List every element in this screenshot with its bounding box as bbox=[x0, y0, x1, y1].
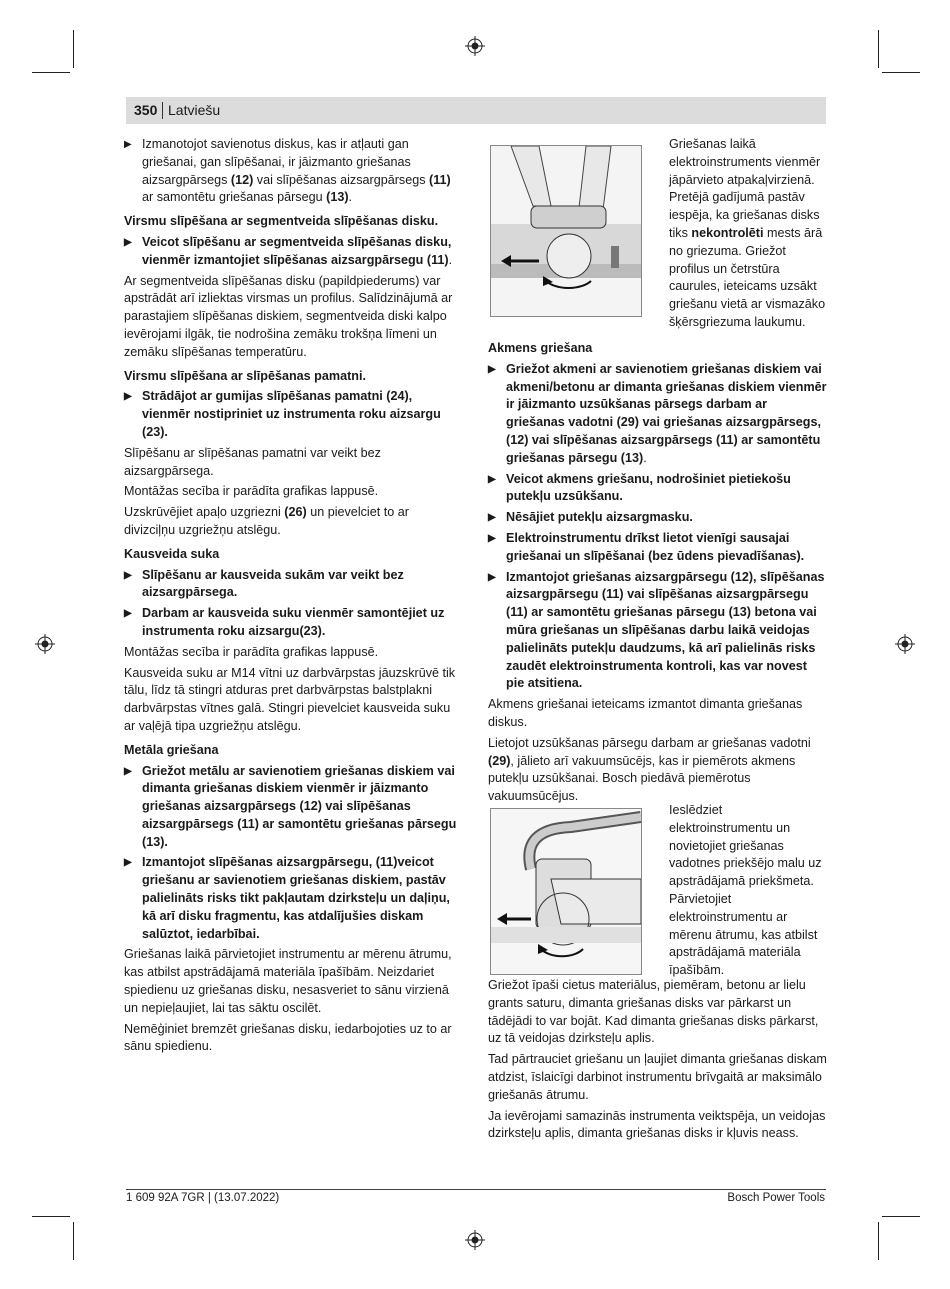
bullet-text: Izmantojot slīpēšanas aizsargpārsegu, (11)veicot griešanu ar savienotiem griešanas diskiem, pastāv palielināts risks tikt pakļautam dzirksteļu un daļiņu, kā arī disku fragmentu, kas atdalījušies diskam salūztot, iedarbībai. bbox=[142, 855, 450, 941]
bullet-item bbox=[488, 569, 828, 694]
bullet-text: Veicot akmens griešanu, nodrošiniet pietiekošu putekļu uzsūkšanu. bbox=[506, 471, 791, 504]
bullet-item bbox=[488, 530, 828, 566]
bullet-item bbox=[124, 763, 462, 852]
crop-mark bbox=[878, 30, 879, 68]
bullet-text: Veicot slīpēšanu ar segmentveida slīpēšanas disku, vienmēr izmantojiet slīpēšanas aizsargpārsegu (11). bbox=[142, 234, 453, 267]
paragraph: Montāžas secība ir parādīta grafikas lappusē. bbox=[124, 484, 379, 499]
paragraph: Lietojot uzsūkšanas pārsegu darbam ar griešanas vadotni (29), jālieto arī vakuumsūcējs, kas ir piemērots akmens putekļu uzsūkšanai. Bosch piedāvā piemērotus vakuumsūcējus. bbox=[488, 735, 811, 804]
registration-mark-icon bbox=[35, 634, 55, 654]
paragraph: Akmens griešanai ieteicams izmantot dimanta griešanas diskus. bbox=[488, 697, 803, 729]
registration-mark-icon bbox=[465, 36, 485, 56]
bullet-text: Izmanotojot savienotus diskus, kas ir atļauti gan griešanai, gan slīpēšanai, ir jāizmanto griešanas aizsargpārsegs (12) vai slīpēšanas aizsargpārsegs (11) ar samontētu griešanas pārsegu (13). bbox=[142, 137, 451, 205]
bullet-arrow-icon: ▶ bbox=[124, 391, 132, 403]
section-heading: Virsmu slīpēšana ar slīpēšanas pamatni. bbox=[124, 368, 366, 383]
paragraph: Slīpēšanu ar slīpēšanas pamatni var veikt bez aizsargpārsega. bbox=[124, 445, 381, 478]
crop-mark bbox=[882, 1216, 920, 1217]
figure-guide-sled-cutting bbox=[490, 808, 642, 975]
section-heading: Metāla griešana bbox=[124, 742, 219, 757]
bullet-arrow-icon: ▶ bbox=[124, 765, 132, 777]
bullet-item bbox=[124, 234, 462, 270]
paragraph: Griežot īpaši cietus materiālus, piemēram, betonu ar lielu grants saturu, dimanta griešanas disks var pārkarst un tādējādi to var bojāt. Kad dimanta griešanas disks pārkarst, uz tā veidojas dzirksteļu aplis. bbox=[488, 978, 819, 1046]
bullet-text: Elektroinstrumentu drīkst lietot vienīgi sausajai griešanai un slīpēšanai (bez ūdens pievadīšanas). bbox=[506, 530, 805, 563]
bullet-item bbox=[488, 509, 828, 527]
bullet-text: Griežot akmeni ar savienotiem griešanas diskiem vai akmeni/betonu ar dimanta griešanas diskiem vienmēr ir jāizmanto uzsūkšanas pārsegs darbam ar griešanas vadotni (29) vai griešanas aizsargpārsegs, (12) vai slīpēšanas aizsargpārsegs (11) ar samontētu griešanas pārsegu (13). bbox=[506, 361, 827, 465]
figure-cutting-direction bbox=[490, 145, 642, 317]
bullet-arrow-icon: ▶ bbox=[488, 363, 496, 375]
crop-mark bbox=[73, 1222, 74, 1260]
header-divider bbox=[162, 102, 163, 119]
paragraph: Griešanas laikā pārvietojiet instrumentu ar mērenu ātrumu, kas atbilst apstrādājamā materiāla īpašībām. Neizdariet spiedienu uz griešanas disku, nesasveriet to sānu virzienā un nepieļaujiet, lai tas sāktu oscilēt. bbox=[124, 947, 452, 1015]
bullet-text: Darbam ar kausveida suku vienmēr samontējiet uz instrumenta roku aizsargu(23). bbox=[142, 606, 445, 638]
right-column-continued bbox=[488, 977, 828, 1146]
bullet-arrow-icon: ▶ bbox=[488, 473, 496, 485]
bullet-item bbox=[124, 854, 462, 943]
paragraph: Tad pārtrauciet griešanu un ļaujiet dimanta griešanas diskam atdzist, īslaicīgi darbinot instrumentu brīvgaitā ar maksimālo griešanās ātrumu. bbox=[488, 1052, 827, 1102]
crop-mark bbox=[882, 72, 920, 73]
paragraph: Ja ievērojami samazinās instrumenta veiktspēja, un veidojas dzirksteļu aplis, dimanta griešanas disks ir kļuvis neass. bbox=[488, 1108, 826, 1141]
page-number: 350 bbox=[134, 102, 158, 118]
bullet-item bbox=[488, 361, 828, 468]
paragraph: Nemēģiniet bremzēt griešanas disku, iedarbojoties uz to ar sānu spiedienu. bbox=[124, 1021, 452, 1054]
paragraph: Griešanas laikā elektroinstruments vienmēr jāpārvieto atpakaļvirzienā. Pretējā gadījumā pastāv iespēja, ka griešanas disks tiks nekontrolēti mests ārā no griezuma. Griežot profilus un četrstūra caurules, ieteicams uzsākt griešanu vietā ar vismazāko šķērsgriezuma laukumu. bbox=[669, 137, 826, 329]
paragraph: Ar segmentveida slīpēšanas disku (papildpiederums) var apstrādāt arī izliektas virsmas un profilus. Salīdzinājumā ar parastajiem slīpēšanas diskiem, segmentveida diski kalpo ievērojami ilgāk, tie nodrošina zemāku trokšņa līmeni un zemāku slīpēšanas temperatūru. bbox=[124, 273, 453, 359]
bullet-item bbox=[124, 388, 462, 441]
crop-mark bbox=[32, 1216, 70, 1217]
footer-brand: Bosch Power Tools bbox=[727, 1192, 825, 1204]
bullet-arrow-icon: ▶ bbox=[488, 512, 496, 524]
bullet-text: Slīpēšanu ar kausveida sukām var veikt bez aizsargpārsega. bbox=[142, 567, 404, 600]
bullet-text: Nēsājiet putekļu aizsargmasku. bbox=[506, 510, 693, 525]
section-heading: Kausveida suka bbox=[124, 546, 220, 561]
paragraph: Kausveida suku ar M14 vītni uz darbvārpstas jāuzskrūvē tik tālu, līdz tā stingri atduras pret darbvārpstas balstplakni darbvārpstas vītnes galā. Stingri pievelciet kausveida suku ar vaļējā tipa uzgriežņu atslēgu. bbox=[124, 665, 456, 733]
figure-2-caption bbox=[669, 802, 829, 983]
bullet-item bbox=[124, 567, 462, 603]
bullet-text: Izmantojot griešanas aizsargpārsegu (12), slīpēšanas aizsargpārsegu (11) vai slīpēšanas aizsargpārsegu (11) ar samontētu griešanas pārsegu (13) betona vai mūra griešanas un slīpēšanas darbu laikā veidojas palielināts putekļu daudzums, kā arī palielinās risks zaudēt elektroinstrumenta kontroli, kas var novest pie atsitiena. bbox=[506, 569, 825, 691]
right-column bbox=[488, 334, 828, 809]
footer-doc-id: 1 609 92A 7GR | (13.07.2022) bbox=[126, 1192, 280, 1204]
bullet-arrow-icon: ▶ bbox=[124, 569, 132, 581]
paragraph: Montāžas secība ir parādīta grafikas lappusē. bbox=[124, 644, 379, 659]
bullet-text: Griežot metālu ar savienotiem griešanas diskiem vai dimanta griešanas diskiem vienmēr ir jāizmanto griešanas aizsargpārsegs (12) vai slīpēšanas aizsargpārsegs (11) ar samontētu griešanas pārsegu (13). bbox=[142, 763, 457, 849]
bullet-arrow-icon: ▶ bbox=[124, 139, 132, 150]
crop-mark bbox=[878, 1222, 879, 1260]
bullet-text: Strādājot ar gumijas slīpēšanas pamatni (24), vienmēr nostipriniet uz instrumenta roku aizsargu (23). bbox=[142, 389, 441, 439]
section-heading: Virsmu slīpēšana ar segmentveida slīpēšanas disku. bbox=[124, 214, 439, 229]
section-heading: Akmens griešana bbox=[488, 341, 593, 355]
bullet-arrow-icon: ▶ bbox=[124, 608, 132, 620]
bullet-arrow-icon: ▶ bbox=[124, 857, 132, 869]
paragraph: Ieslēdziet elektroinstrumentu un novietojiet griešanas vadotnes priekšējo malu uz apstrādājamā priekšmeta. Pārvietojiet elektroinstrumentu ar mērenu ātrumu, kas atbilst apstrādājamā materiāla īpašībām. bbox=[669, 803, 822, 978]
crop-mark bbox=[32, 72, 70, 73]
registration-mark-icon bbox=[465, 1230, 485, 1250]
registration-mark-icon bbox=[895, 634, 915, 654]
language-label: Latviešu bbox=[168, 102, 221, 118]
bullet-arrow-icon: ▶ bbox=[488, 571, 496, 583]
bullet-arrow-icon: ▶ bbox=[124, 236, 132, 248]
bullet-item bbox=[488, 471, 828, 507]
bullet-item bbox=[124, 136, 462, 207]
paragraph: Uzskrūvējiet apaļo uzgriezni (26) un pievelciet to ar divizciļņu uzgriežņu atslēgu. bbox=[124, 505, 409, 537]
bullet-item bbox=[124, 605, 462, 641]
page-header bbox=[126, 97, 826, 124]
crop-mark bbox=[73, 30, 74, 68]
footer-rule bbox=[126, 1189, 826, 1190]
figure-1-caption bbox=[669, 136, 829, 335]
bullet-arrow-icon: ▶ bbox=[488, 532, 496, 544]
left-column bbox=[124, 136, 462, 1059]
